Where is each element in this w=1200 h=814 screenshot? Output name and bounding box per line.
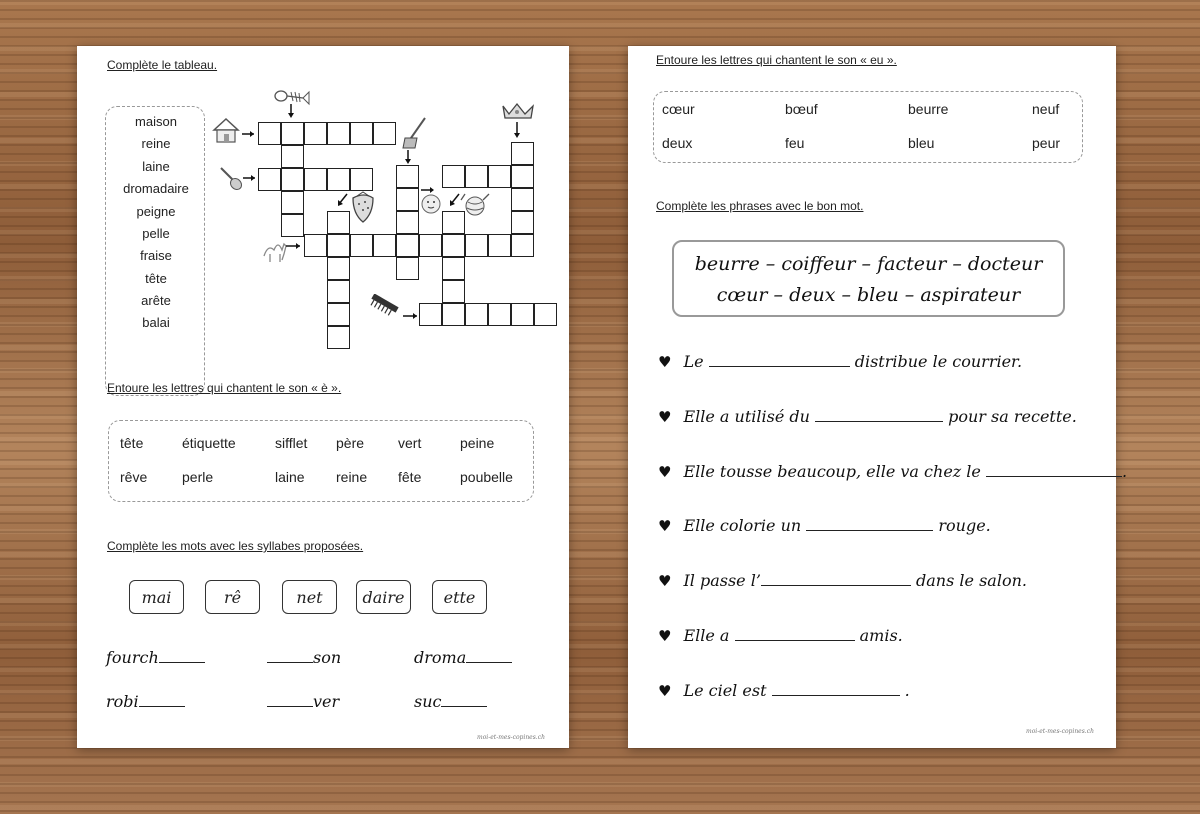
answer-blank[interactable] (139, 693, 185, 707)
word-bank-line: beurre – coiffeur – facteur – docteur (694, 253, 1043, 275)
word-token[interactable]: bœuf (785, 101, 818, 117)
answer-blank[interactable] (735, 627, 855, 641)
syllable-option[interactable]: net (282, 580, 337, 614)
crossword-cell[interactable] (465, 303, 488, 326)
crossword-cell[interactable] (442, 280, 465, 303)
crossword-cell[interactable] (304, 122, 327, 145)
word-token[interactable]: père (336, 435, 365, 451)
word-token[interactable]: sifflet (275, 435, 308, 451)
worksheet-right (628, 46, 1128, 748)
crown-icon (499, 102, 541, 142)
crossword-cell[interactable] (511, 142, 534, 165)
answer-blank[interactable] (267, 693, 313, 707)
word-token[interactable]: deux (662, 135, 693, 151)
word-token[interactable]: cœur (662, 101, 695, 117)
crossword-cell[interactable] (281, 168, 304, 191)
answer-blank[interactable] (709, 353, 850, 367)
broom-icon (397, 116, 431, 166)
heart-icon: ♥ (658, 627, 672, 645)
answer-blank[interactable] (806, 517, 933, 531)
shovel-icon (217, 164, 257, 194)
incomplete-word: son (267, 648, 341, 667)
eu-sound-box (653, 91, 1083, 163)
word-token[interactable]: vert (398, 435, 422, 451)
word-bank-line: cœur – deux – bleu – aspirateur (716, 284, 1021, 306)
crossword-cell[interactable] (396, 211, 419, 234)
crossword-cell[interactable] (304, 234, 327, 257)
syllables-title: Complète les mots avec les syllabes proposées. (107, 539, 364, 553)
heart-icon: ♥ (658, 463, 672, 481)
crossword-cell[interactable] (327, 280, 350, 303)
e-sound-title: Entoure les lettres qui chantent le son « è ». (107, 381, 342, 395)
crossword-title: Complète le tableau. (107, 58, 218, 72)
incomplete-word: fourch (106, 648, 205, 667)
crossword-cell[interactable] (281, 145, 304, 168)
footer-credit: moi-et-mes-copines.ch (1026, 728, 1094, 735)
sentences-title: Complète les phrases avec le bon mot. (656, 199, 864, 213)
crossword-cell[interactable] (258, 168, 281, 191)
fish-bone-icon (273, 86, 313, 120)
word-list-item: pelle (142, 226, 170, 241)
incomplete-word: ver (267, 692, 339, 711)
word-list-item: arête (141, 293, 171, 308)
crossword-cell[interactable] (419, 234, 442, 257)
camel-icon (262, 234, 302, 264)
answer-blank[interactable] (159, 649, 205, 663)
heart-icon: ♥ (658, 572, 672, 590)
word-token[interactable]: perle (182, 469, 214, 485)
crossword-cell[interactable] (350, 234, 373, 257)
incomplete-word: robi (106, 692, 185, 711)
syllable-option[interactable]: daire (356, 580, 411, 614)
strawberry-icon (335, 188, 377, 228)
sentence-item: ♥ Elle tousse beaucoup, elle va chez le . (658, 462, 1128, 481)
crossword-cell[interactable] (396, 188, 419, 211)
answer-blank[interactable] (441, 693, 487, 707)
heart-icon: ♥ (658, 408, 672, 426)
incomplete-word: droma (414, 648, 512, 667)
crossword-word-list (105, 106, 205, 396)
syllable-option[interactable]: ette (432, 580, 487, 614)
crossword-cell[interactable] (350, 122, 373, 145)
word-token[interactable]: neuf (1032, 101, 1060, 117)
heart-icon: ♥ (658, 517, 672, 535)
crossword-cell[interactable] (419, 303, 442, 326)
word-list-item: maison (135, 114, 177, 129)
word-list-item: dromadaire (123, 181, 189, 196)
crossword-cell[interactable] (442, 165, 465, 188)
heart-icon: ♥ (658, 353, 672, 371)
sentence-item: ♥ Elle a amis. (658, 626, 903, 645)
crossword-cell[interactable] (304, 168, 327, 191)
worksheet-left (77, 46, 569, 748)
heart-icon: ♥ (658, 682, 672, 700)
crossword-cell[interactable] (488, 234, 511, 257)
crossword-cell[interactable] (281, 122, 304, 145)
sentence-item: ♥ Elle a utilisé du pour sa recette. (658, 407, 1077, 426)
crossword-cell[interactable] (327, 122, 350, 145)
word-token[interactable]: fête (398, 469, 422, 485)
yarn-icon (447, 190, 491, 222)
word-token[interactable]: étiquette (182, 435, 236, 451)
sentence-item: ♥ Il passe l’ dans le salon. (658, 571, 1027, 590)
crossword-cell[interactable] (396, 165, 419, 188)
crossword-cell[interactable] (442, 234, 465, 257)
crossword-cell[interactable] (488, 303, 511, 326)
word-token[interactable]: tête (120, 435, 144, 451)
crossword-cell[interactable] (534, 303, 557, 326)
word-token[interactable]: laine (275, 469, 305, 485)
sentence-item: ♥ Le ciel est . (658, 681, 910, 700)
crossword-cell[interactable] (465, 165, 488, 188)
word-list-item: fraise (140, 248, 172, 263)
word-token[interactable]: bleu (908, 135, 935, 151)
word-token[interactable]: reine (336, 469, 368, 485)
answer-blank[interactable] (761, 572, 911, 586)
sentence-item: ♥ Le distribue le courrier. (658, 352, 1023, 371)
answer-blank[interactable] (466, 649, 512, 663)
word-token[interactable]: feu (785, 135, 805, 151)
answer-blank[interactable] (772, 682, 900, 696)
answer-blank[interactable] (267, 649, 313, 663)
word-list-item: tête (145, 271, 167, 286)
word-bank (672, 240, 1065, 317)
crossword-cell[interactable] (373, 234, 396, 257)
crossword-cell[interactable] (511, 211, 534, 234)
e-sound-box (108, 420, 534, 502)
word-token[interactable]: poubelle (460, 469, 513, 485)
crossword-cell[interactable] (511, 188, 534, 211)
eu-sound-title: Entoure les lettres qui chantent le son « eu ». (656, 53, 897, 67)
sentence-item: ♥ Elle colorie un rouge. (658, 516, 991, 535)
syllable-option[interactable]: mai (129, 580, 184, 614)
house-icon (210, 116, 254, 146)
crossword-cell[interactable] (327, 326, 350, 349)
crossword-cell[interactable] (396, 257, 419, 280)
head-icon (419, 186, 443, 216)
crossword-cell[interactable] (327, 257, 350, 280)
incomplete-word: suc (414, 692, 487, 711)
crossword-cell[interactable] (442, 257, 465, 280)
answer-blank[interactable] (986, 463, 1122, 477)
crossword-cell[interactable] (511, 303, 534, 326)
word-token[interactable]: rêve (120, 469, 148, 485)
word-list-item: laine (142, 159, 170, 174)
syllable-option[interactable]: rê (205, 580, 260, 614)
comb-icon (369, 294, 419, 326)
crossword-cell[interactable] (442, 303, 465, 326)
crossword-cell[interactable] (373, 122, 396, 145)
crossword-cell[interactable] (511, 234, 534, 257)
footer-credit: moi-et-mes-copines.ch (477, 734, 545, 741)
crossword-cell[interactable] (511, 165, 534, 188)
word-token[interactable]: peur (1032, 135, 1061, 151)
crossword-cell[interactable] (465, 234, 488, 257)
crossword-cell[interactable] (281, 191, 304, 214)
word-list-item: peigne (136, 204, 176, 219)
word-list-item: reine (141, 136, 171, 151)
crossword-cell[interactable] (327, 303, 350, 326)
crossword-cell[interactable] (396, 234, 419, 257)
crossword-cell[interactable] (488, 165, 511, 188)
crossword-cell[interactable] (327, 234, 350, 257)
word-list-item: balai (142, 315, 170, 330)
answer-blank[interactable] (815, 408, 943, 422)
crossword-cell[interactable] (258, 122, 281, 145)
word-token[interactable]: beurre (908, 101, 949, 117)
word-token[interactable]: peine (460, 435, 495, 451)
